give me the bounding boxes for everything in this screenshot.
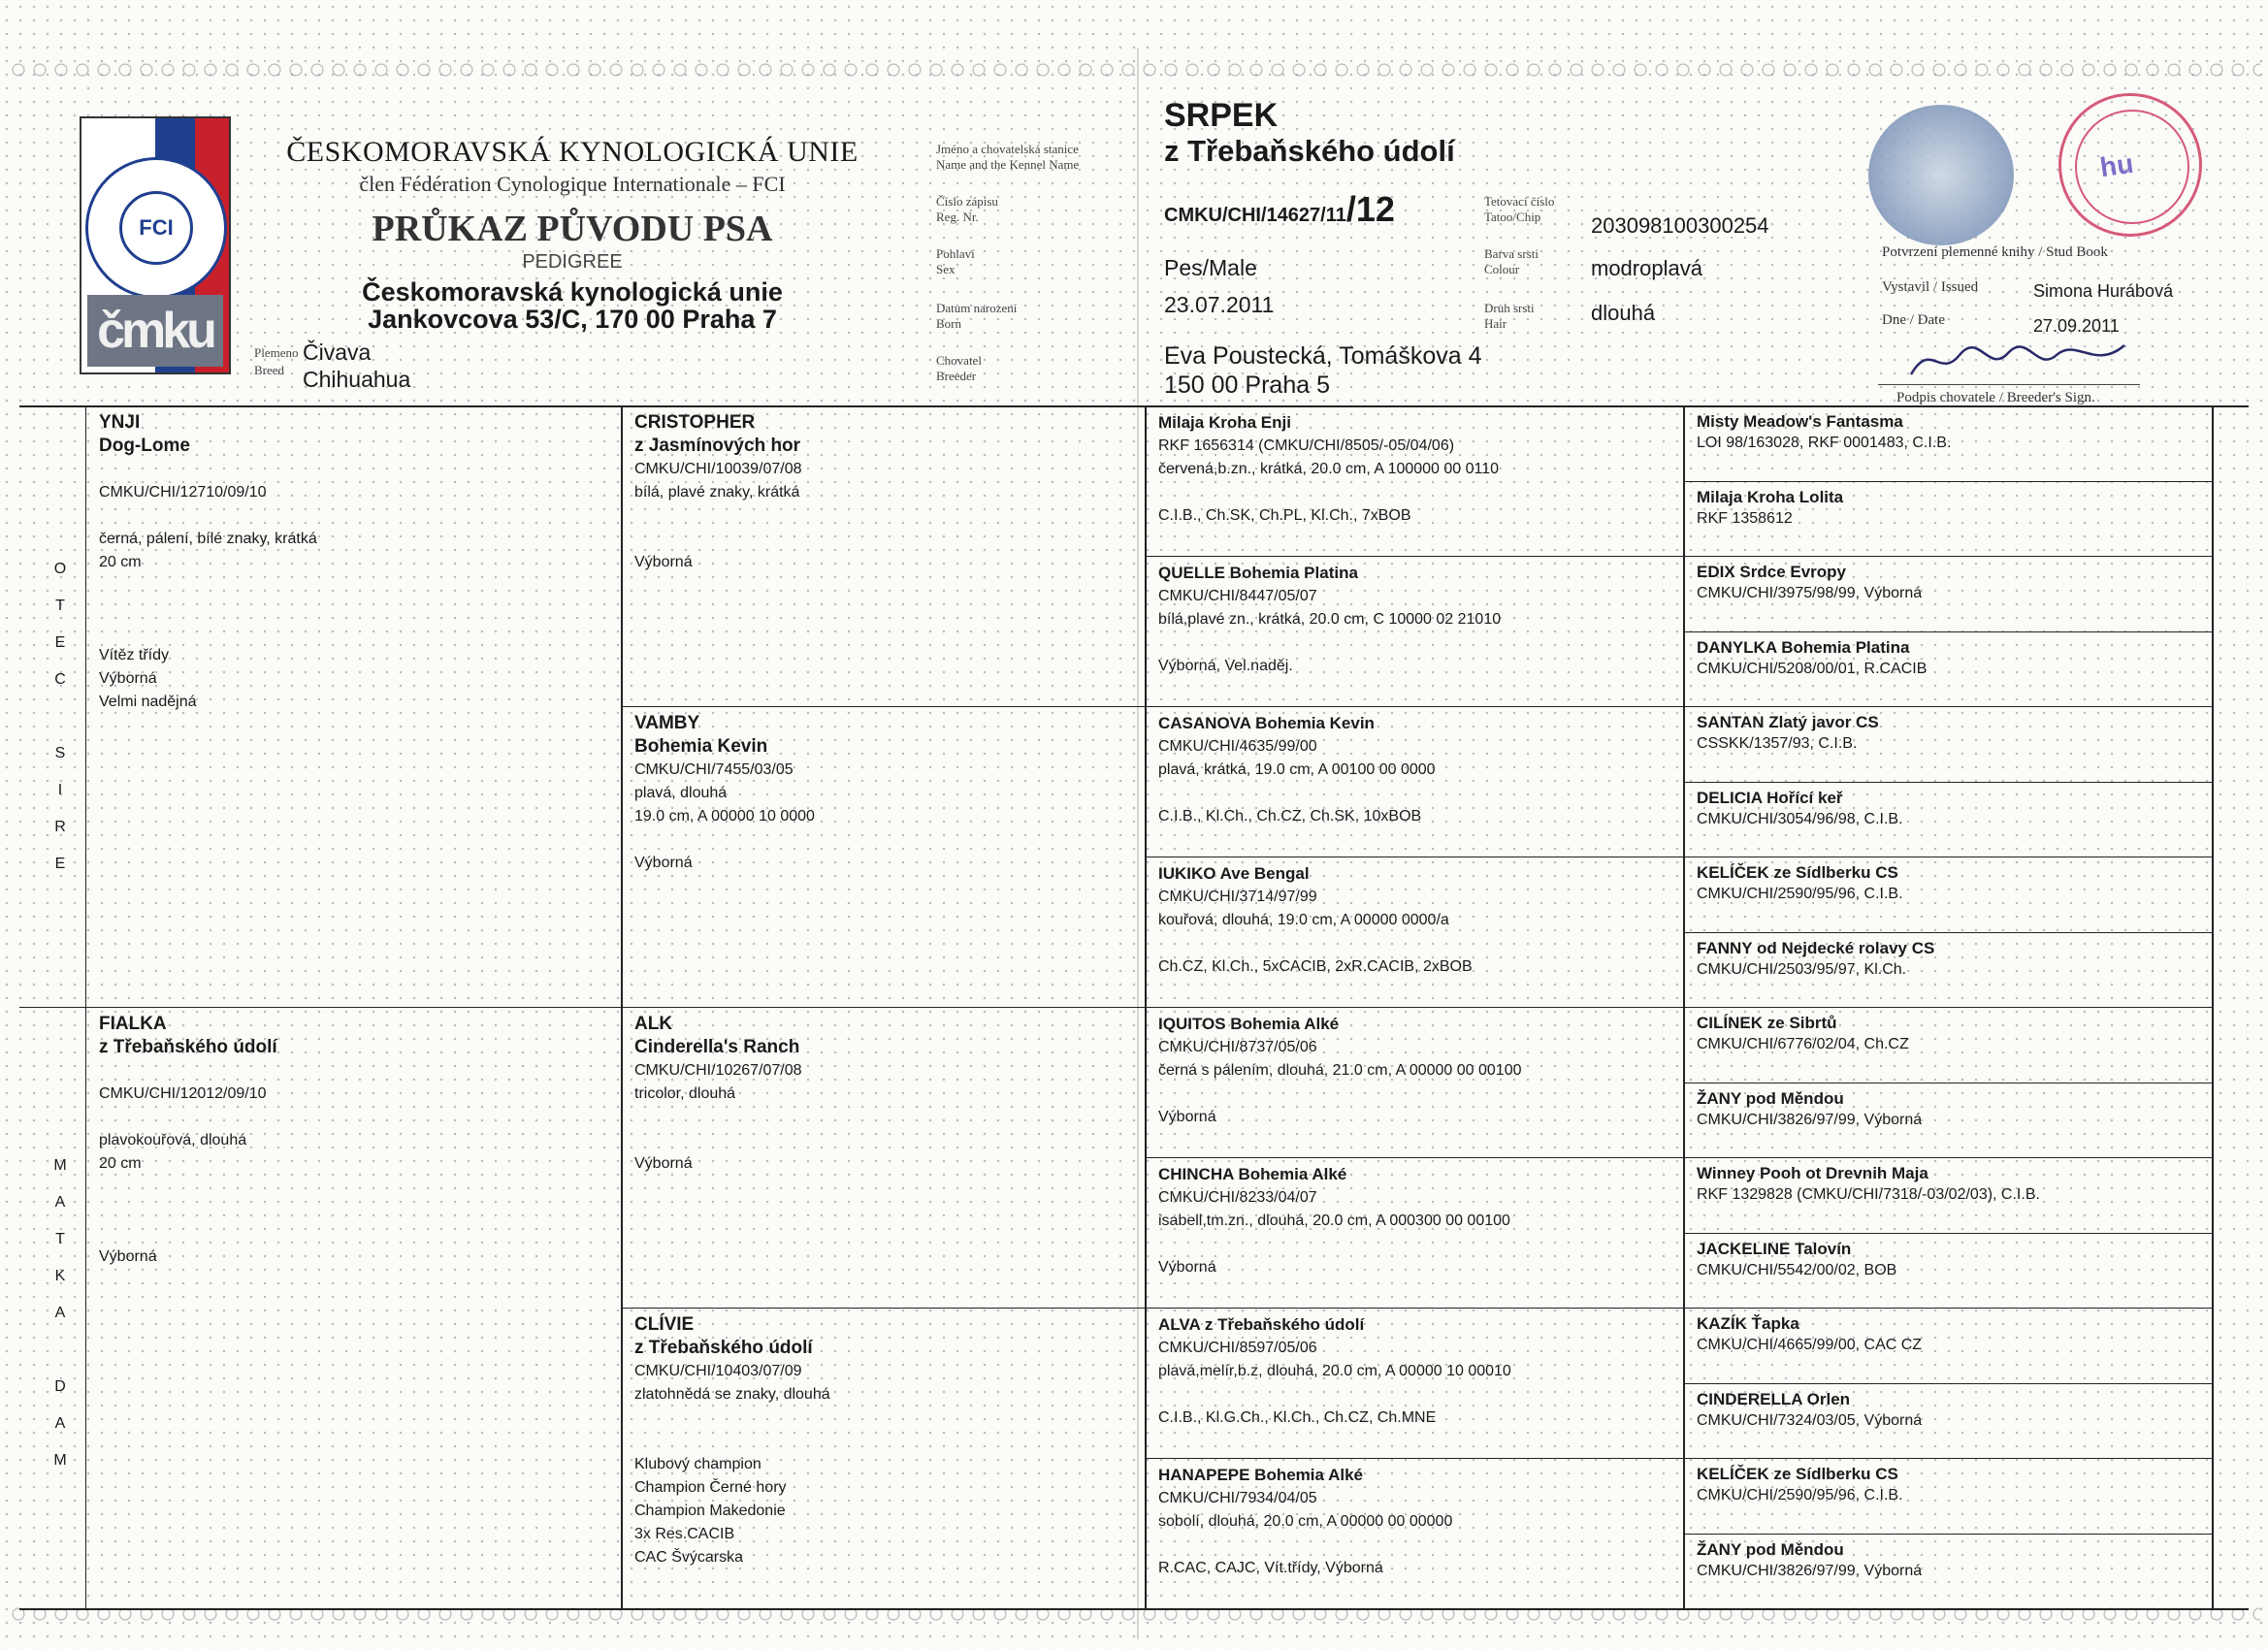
- ancestor-detail: CMKU/CHI/3826/97/99, Výborná: [1697, 1562, 1923, 1579]
- ancestor-detail: [99, 1059, 615, 1083]
- ancestor-detail: kouřová, dlouhá, 19.0 cm, A 00000 0000/a: [1158, 912, 1449, 928]
- ancestor-gen3-2: [1158, 562, 1677, 678]
- ancestor-name: DANYLKA Bohemia Platina: [1697, 637, 1910, 657]
- ancestor-detail: plavokouřová, dlouhá: [99, 1132, 247, 1148]
- ancestor-detail: CMKU/CHI/3826/97/99, Výborná: [1697, 1111, 1923, 1128]
- name-label-cz: Jméno a chovatelská stanice: [936, 142, 1079, 156]
- ancestor-detail: [634, 504, 1139, 528]
- ancestor-detail: Výborná: [1158, 1259, 1216, 1276]
- ancestor-detail: bílá,plavé zn., krátká, 20.0 cm, C 10000 02 21010: [1158, 611, 1502, 628]
- ancestor-detail: CMKU/CHI/3975/98/99, Výborná: [1697, 585, 1923, 601]
- signature-label: Podpis chovatele / Breeder's Sign.: [1896, 390, 2095, 405]
- ancestor-detail: RKF 1358612: [1697, 509, 1793, 527]
- ancestor-gen3-4: [1158, 862, 1677, 979]
- ancestor-detail: sobolí, dlouhá, 20.0 cm, A 00000 00 00000: [1158, 1513, 1453, 1530]
- ancestor-detail: [99, 504, 615, 528]
- ancestor-gen4-2: [1697, 487, 2206, 530]
- ancestor-name: FIALKA: [99, 1014, 167, 1034]
- breeder-signature-icon: [1901, 336, 2154, 384]
- breed-cz: Čivava: [303, 340, 372, 365]
- ancestor-detail: z Třebaňského údolí: [99, 1037, 277, 1057]
- ancestor-name: IUKIKO Ave Bengal: [1158, 864, 1310, 883]
- ancestor-detail: LOI 98/163028, RKF 0001483, C.I.B.: [1697, 435, 1952, 451]
- dog-hair: dlouhá: [1591, 301, 1656, 325]
- ancestor-detail: [99, 1222, 615, 1245]
- ancestor-name: KELÍČEK ze Sídlberku CS: [1697, 863, 1898, 882]
- born-label: [936, 301, 1017, 332]
- ancestor-gen3-1: [1158, 411, 1677, 528]
- ancestor-detail: Ch.CZ, Kl.Ch., 5xCACIB, 2xR.CACIB, 2xBOB: [1158, 958, 1473, 975]
- ancestor-detail: 20 cm: [99, 554, 142, 570]
- ancestor-detail: [99, 1199, 615, 1222]
- ancestor-detail: [99, 621, 615, 644]
- ancestor-detail: Výborná: [634, 554, 693, 570]
- ancestor-detail: Champion Makedonie: [634, 1503, 786, 1519]
- ancestor-gen4-8: [1697, 938, 2206, 981]
- ancestor-detail: CMKU/CHI/8597/05/06: [1158, 1340, 1317, 1356]
- tattoo-label-cz: Tetovací číslo: [1484, 194, 1555, 209]
- ancestor-detail: [1158, 1534, 1677, 1557]
- ancestor-name: JACKELINE Talovín: [1697, 1239, 1852, 1258]
- sire-letter: [53, 698, 67, 735]
- hologram-seal-icon: [1868, 105, 2014, 245]
- grid-row-line: [1683, 1157, 2212, 1158]
- ancestor-detail: [99, 1106, 615, 1129]
- sire-letter: C: [54, 671, 66, 688]
- ancestor-detail: CSSKK/1357/93, C.I.B.: [1697, 735, 1858, 752]
- issuer-address: Jankovcova 53/C, 170 00 Praha 7: [368, 305, 777, 334]
- ancestor-detail: [634, 1430, 1139, 1453]
- ancestor-name: ŽANY pod Měndou: [1697, 1088, 1844, 1108]
- ancestor-gen1-1: [99, 411, 615, 714]
- ancestor-name: Winney Pooh ot Drevnih Maja: [1697, 1164, 1928, 1182]
- sire-letter: T: [55, 598, 65, 614]
- ancestor-detail: Velmi nadějná: [99, 694, 197, 710]
- ancestor-detail: Dog-Lome: [99, 436, 190, 456]
- dog-reg: [1164, 189, 1395, 231]
- dog-sex: Pes/Male: [1164, 255, 1257, 280]
- hair-label: [1484, 301, 1535, 332]
- sire-letter: O: [53, 561, 67, 577]
- grid-top-line: [19, 405, 2249, 407]
- decorative-border-bottom: [8, 1602, 2260, 1626]
- ancestor-detail: Výborná: [1158, 1109, 1216, 1125]
- fci-emblem-icon: [85, 157, 227, 299]
- ancestor-detail: černá, pálení, bílé znaky, krátká: [99, 531, 317, 547]
- ancestor-detail: CAC Švýcarska: [634, 1549, 744, 1566]
- ancestor-name: Milaja Kroha Enji: [1158, 413, 1291, 432]
- ancestor-detail: [1158, 1233, 1677, 1256]
- ancestor-gen4-3: [1697, 562, 2206, 604]
- ancestor-detail: [1158, 782, 1677, 805]
- ancestor-detail: [1158, 1383, 1677, 1406]
- cmku-logo-text: čmku: [87, 295, 223, 367]
- fci-cmku-logo: [80, 116, 231, 374]
- issue-date: 27.09.2011: [2033, 316, 2120, 336]
- ancestor-name: FANNY od Nejdecké rolavy CS: [1697, 938, 1935, 957]
- ancestor-detail: Bohemia Kevin: [634, 736, 768, 757]
- dam-letter: A: [54, 1194, 66, 1211]
- ancestor-detail: černá s pálením, dlouhá, 21.0 cm, A 00000 00 00100: [1158, 1062, 1522, 1079]
- breed-label-en: Breed: [254, 363, 285, 377]
- doc-subtitle: PEDIGREE: [522, 251, 623, 273]
- ancestor-detail: červená,b.zn., krátká, 20.0 cm, A 100000 00 0110: [1158, 461, 1500, 477]
- ancestor-gen2-1: [634, 411, 1139, 574]
- ancestor-detail: CMKU/CHI/8737/05/06: [1158, 1039, 1317, 1055]
- ancestor-detail: Výborná, Vel.naděj.: [1158, 658, 1293, 674]
- hair-label-en: Hair: [1484, 316, 1507, 331]
- tattoo-label: [1484, 194, 1554, 225]
- ancestor-detail: 20 cm: [99, 1155, 142, 1172]
- ancestor-detail: CMKU/CHI/8233/04/07: [1158, 1189, 1317, 1206]
- grid-row-line: [1683, 631, 2212, 632]
- doc-title: PRŮKAZ PŮVODU PSA: [372, 209, 773, 249]
- ancestor-gen4-9: [1697, 1013, 2206, 1055]
- grid-col-line: [2212, 405, 2214, 1608]
- ancestor-name: ALK: [634, 1014, 673, 1034]
- ancestor-detail: CMKU/CHI/6776/02/04, Ch.CZ: [1697, 1036, 1909, 1052]
- ancestor-detail: [99, 1176, 615, 1199]
- ancestor-detail: Výborná: [634, 855, 693, 871]
- ancestor-name: DELICIA Hořící keř: [1697, 788, 1843, 807]
- ancestor-name: IQUITOS Bohemia Alké: [1158, 1015, 1340, 1033]
- ancestor-name: CLÍVIE: [634, 1314, 695, 1335]
- ancestor-detail: [634, 1106, 1139, 1129]
- ancestor-gen4-10: [1697, 1088, 2206, 1131]
- ancestor-gen2-4: [634, 1313, 1139, 1569]
- decorative-border-top: [8, 58, 2260, 81]
- ancestor-name: SANTAN Zlatý javor CS: [1697, 713, 1879, 731]
- ancestor-gen3-6: [1158, 1163, 1677, 1279]
- grid-bottom-line: [19, 1608, 2249, 1610]
- reg-label-cz: Číslo zápisu: [936, 194, 998, 209]
- ancestor-detail: [634, 828, 1139, 852]
- grid-row-line: [1683, 556, 2212, 557]
- ancestor-name: HANAPEPE Bohemia Alké: [1158, 1466, 1363, 1484]
- dog-breeder-name: Eva Poustecká, Tomáškova 4: [1164, 342, 1482, 370]
- ancestor-gen4-1: [1697, 411, 2206, 454]
- ancestor-name: ALVA z Třebaňského údolí: [1158, 1315, 1365, 1334]
- grid-row-line: [1683, 1534, 2212, 1535]
- ancestor-detail: [634, 528, 1139, 551]
- org-name: ČESKOMORAVSKÁ KYNOLOGICKÁ UNIE: [286, 136, 859, 168]
- signature-line: [1878, 384, 2140, 385]
- ancestor-gen4-14: [1697, 1389, 2206, 1432]
- ancestor-detail: [99, 458, 615, 481]
- sire-side-label: [53, 551, 67, 883]
- grid-row-line: [1683, 481, 2212, 482]
- ancestor-detail: CMKU/CHI/2503/95/97, Kl.Ch.: [1697, 960, 1907, 978]
- ancestor-detail: CMKU/CHI/12710/09/10: [99, 484, 267, 501]
- dog-reg-base: CMKU/CHI/14627/11: [1164, 205, 1346, 226]
- ancestor-gen2-2: [634, 712, 1139, 875]
- sex-label: [936, 246, 975, 277]
- reg-label-en: Reg. Nr.: [936, 210, 979, 224]
- ancestor-name: Misty Meadow's Fantasma: [1697, 412, 1903, 431]
- breeder-label-en: Breeder: [936, 369, 977, 383]
- ancestor-detail: CMKU/CHI/10039/07/08: [634, 461, 802, 477]
- grid-row-line: [1683, 1308, 2212, 1309]
- ancestor-detail: CMKU/CHI/7324/03/05, Výborná: [1697, 1411, 1923, 1429]
- ancestor-detail: CMKU/CHI/5208/00/01, R.CACIB: [1697, 660, 1928, 677]
- ancestor-detail: bílá, plavé znaky, krátká: [634, 484, 800, 501]
- ancestor-detail: 3x Res.CACIB: [634, 1526, 735, 1542]
- ancestor-detail: [1158, 631, 1677, 655]
- ancestor-detail: CMKU/CHI/5542/00/02, BOB: [1697, 1261, 1897, 1278]
- ancestor-detail: z Třebaňského údolí: [634, 1338, 813, 1358]
- hair-label-cz: Druh srsti: [1484, 301, 1535, 315]
- ancestor-detail: C.I.B., Kl.Ch., Ch.CZ, Ch.SK, 10xBOB: [1158, 808, 1422, 824]
- ancestor-detail: Vítěz třídy: [99, 647, 170, 663]
- grid-row-line: [1683, 782, 2212, 783]
- ancestor-name: QUELLE Bohemia Platina: [1158, 564, 1358, 582]
- ancestor-detail: RKF 1656314 (CMKU/CHI/8505/-05/04/06): [1158, 437, 1455, 454]
- dam-letter: T: [55, 1231, 65, 1247]
- dog-name: SRPEK: [1164, 97, 1279, 134]
- sire-letter: E: [54, 856, 66, 872]
- dam-letter: M: [53, 1157, 67, 1174]
- name-label: [936, 142, 1079, 173]
- dog-breeder-city: 150 00 Praha 5: [1164, 372, 1330, 399]
- ancestor-detail: CMKU/CHI/4635/99/00: [1158, 738, 1317, 755]
- ancestor-detail: CMKU/CHI/12012/09/10: [99, 1085, 267, 1102]
- ancestor-gen4-16: [1697, 1539, 2206, 1582]
- ancestor-name: Milaja Kroha Lolita: [1697, 487, 1844, 506]
- issuer-name: Českomoravská kynologická unie: [362, 277, 783, 307]
- breeder-label-cz: Chovatel: [936, 353, 982, 368]
- ancestor-gen3-5: [1158, 1013, 1677, 1129]
- ancestor-name: YNJI: [99, 412, 141, 433]
- born-label-cz: Datum narození: [936, 301, 1018, 315]
- ancestor-gen4-15: [1697, 1464, 2206, 1506]
- ancestor-detail: C.I.B., Ch.SK, Ch.PL, Kl.Ch., 7xBOB: [1158, 507, 1411, 524]
- ancestor-detail: CMKU/CHI/4665/99/00, CAC CZ: [1697, 1337, 1923, 1353]
- dam-letter: M: [53, 1452, 67, 1469]
- ancestor-detail: Výborná: [634, 1155, 693, 1172]
- date-label: Dne / Date: [1882, 312, 1945, 328]
- issued-label: Vystavil / Issued: [1882, 279, 1979, 295]
- ancestor-detail: z Jasmínových hor: [634, 436, 801, 456]
- ancestor-detail: plavá,melír,b.z, dlouhá, 20.0 cm, A 00000 10 00010: [1158, 1363, 1511, 1379]
- ancestor-detail: Champion Černé hory: [634, 1479, 787, 1496]
- grid-row-line: [1683, 1458, 2212, 1459]
- sire-letter: R: [54, 819, 66, 835]
- studbook-label: Potvrzení plemenné knihy / Stud Book: [1882, 244, 2108, 260]
- ancestor-detail: plavá, dlouhá: [634, 785, 728, 801]
- issued-by: Simona Hurábová: [2033, 281, 2174, 301]
- grid-row-line: [1683, 706, 2212, 707]
- ancestor-detail: Klubový champion: [634, 1456, 761, 1472]
- ancestor-gen4-7: [1697, 862, 2206, 905]
- ancestor-detail: 19.0 cm, A 00000 10 0000: [634, 808, 815, 824]
- ancestor-gen4-12: [1697, 1239, 2206, 1281]
- dog-colour: modroplavá: [1591, 256, 1702, 280]
- ancestor-detail: [99, 574, 615, 598]
- fci-logo-text: FCI: [119, 191, 193, 265]
- ancestor-detail: R.CAC, CAJC, Vít.třídy, Výborná: [1158, 1560, 1383, 1576]
- ancestor-detail: CMKU/CHI/7455/03/05: [634, 761, 794, 778]
- dam-letter: A: [54, 1415, 66, 1432]
- ancestor-detail: isabell,tm.zn., dlouhá, 20.0 cm, A 000300 00 00100: [1158, 1212, 1510, 1229]
- colour-label-cz: Barva srsti: [1484, 246, 1539, 261]
- org-member: člen Fédération Cynologique Internationale – FCI: [359, 172, 786, 196]
- ancestor-detail: tricolor, dlouhá: [634, 1085, 736, 1102]
- dog-kennel: z Třebaňského údolí: [1164, 134, 1455, 168]
- ancestor-gen4-4: [1697, 637, 2206, 680]
- colour-label: [1484, 246, 1539, 277]
- ancestor-gen4-11: [1697, 1163, 2206, 1206]
- ancestor-detail: Výborná: [99, 670, 157, 687]
- ancestor-detail: [1158, 932, 1677, 955]
- ancestor-gen4-6: [1697, 788, 2206, 830]
- ancestor-name: VAMBY: [634, 713, 700, 733]
- ancestor-gen4-5: [1697, 712, 2206, 755]
- dam-letter: [53, 1332, 67, 1369]
- sire-letter: E: [54, 634, 66, 651]
- ancestor-name: CINDERELLA Orlen: [1697, 1389, 1851, 1408]
- ancestor-detail: RKF 1329828 (CMKU/CHI/7318/-03/02/03), C.I.B.: [1697, 1186, 2040, 1203]
- ancestor-name: CRISTOPHER: [634, 412, 756, 433]
- ancestor-gen1-2: [99, 1013, 615, 1269]
- colour-label-en: Colour: [1484, 262, 1520, 276]
- ancestor-name: EDIX Srdce Evropy: [1697, 563, 1847, 581]
- sex-label-en: Sex: [936, 262, 956, 276]
- ancestor-gen3-3: [1158, 712, 1677, 828]
- ancestor-detail: CMKU/CHI/3054/96/98, C.I.B.: [1697, 810, 1903, 827]
- ancestor-name: KAZÍK Ťapka: [1697, 1314, 1799, 1333]
- dog-reg-suffix: /12: [1345, 189, 1395, 229]
- dam-letter: A: [54, 1305, 66, 1321]
- sex-label-cz: Pohlaví: [936, 246, 975, 261]
- ancestor-detail: CMKU/CHI/8447/05/07: [1158, 588, 1317, 604]
- ancestor-detail: C.I.B., Kl.G.Ch., Kl.Ch., Ch.CZ, Ch.MNE: [1158, 1409, 1437, 1426]
- ancestor-detail: Výborná: [99, 1248, 157, 1265]
- breeder-label: [936, 353, 982, 384]
- dog-born: 23.07.2011: [1164, 292, 1275, 317]
- tattoo-label-en: Tatoo/Chip: [1484, 210, 1541, 224]
- ancestor-detail: CMKU/CHI/10267/07/08: [634, 1062, 802, 1079]
- ancestor-detail: [99, 598, 615, 621]
- ancestor-gen3-7: [1158, 1313, 1677, 1430]
- ancestor-detail: [634, 1129, 1139, 1152]
- ancestor-detail: CMKU/CHI/10403/07/09: [634, 1363, 802, 1379]
- ancestor-name: CHINCHA Bohemia Alké: [1158, 1165, 1347, 1183]
- ancestor-detail: Cinderella's Ranch: [634, 1037, 800, 1057]
- ancestor-gen2-3: [634, 1013, 1139, 1176]
- grid-row-line: [1683, 1383, 2212, 1384]
- ancestor-detail: CMKU/CHI/2590/95/96, C.I.B.: [1697, 886, 1903, 902]
- reg-label: [936, 194, 998, 225]
- dam-letter: D: [54, 1378, 66, 1395]
- grid-row-line: [1683, 1233, 2212, 1234]
- grid-row-line: [1683, 1007, 2212, 1008]
- ancestor-detail: CMKU/CHI/7934/04/05: [1158, 1490, 1317, 1506]
- ancestor-detail: [634, 1406, 1139, 1430]
- dog-tattoo: 203098100300254: [1591, 213, 1769, 238]
- ancestor-detail: [1158, 1083, 1677, 1106]
- ancestor-gen3-8: [1158, 1464, 1677, 1580]
- breed-en: Chihuahua: [303, 367, 411, 392]
- ancestor-name: CASANOVA Bohemia Kevin: [1158, 714, 1375, 732]
- ancestor-detail: CMKU/CHI/2590/95/96, C.I.B.: [1697, 1487, 1903, 1504]
- dam-letter: K: [54, 1268, 66, 1284]
- ancestor-name: ŽANY pod Měndou: [1697, 1539, 1844, 1559]
- sire-letter: S: [54, 745, 66, 761]
- ancestor-name: CILÍNEK ze Sibrtů: [1697, 1014, 1837, 1032]
- born-label-en: Born: [936, 316, 961, 331]
- ancestor-name: KELÍČEK ze Sídlberku CS: [1697, 1465, 1898, 1483]
- grid-row-line: [1683, 932, 2212, 933]
- name-label-en: Name and the Kennel Name: [936, 157, 1080, 172]
- sire-letter: I: [57, 782, 63, 798]
- dam-side-label: [53, 1148, 67, 1479]
- ancestor-detail: zlatohnědá se znaky, dlouhá: [634, 1386, 830, 1403]
- studbook-stamp-icon: hu: [2058, 93, 2202, 237]
- ancestor-detail: plavá, krátká, 19.0 cm, A 00100 00 0000: [1158, 761, 1436, 778]
- ancestor-detail: [1158, 481, 1677, 504]
- breed-label-cz: Plemeno: [254, 345, 299, 360]
- ancestor-gen4-13: [1697, 1313, 2206, 1356]
- ancestor-detail: CMKU/CHI/3714/97/99: [1158, 889, 1317, 905]
